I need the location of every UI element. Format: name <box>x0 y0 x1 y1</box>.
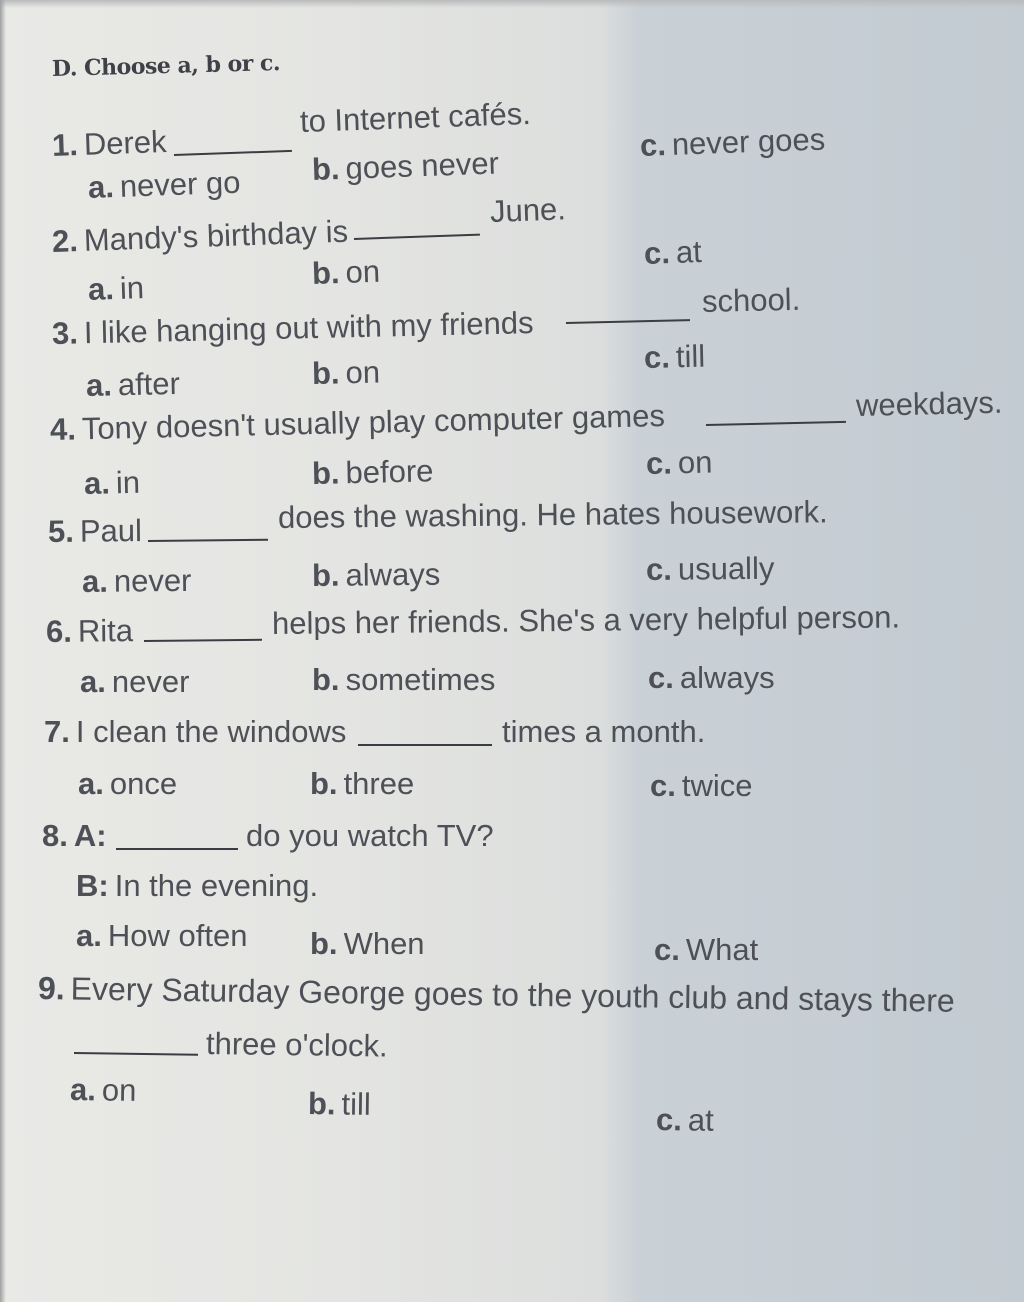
option-b[interactable]: b. till <box>307 1086 372 1122</box>
option-b[interactable]: b. always <box>311 556 441 593</box>
question-text: June. <box>489 191 567 229</box>
option-b[interactable]: b. before <box>311 453 434 491</box>
question-4: 4. Tony doesn't usually play computer games <box>49 398 666 447</box>
question-text: do you watch TV? <box>246 818 494 853</box>
option-c[interactable]: c. What <box>654 932 759 967</box>
option-a[interactable]: a. How often <box>76 918 248 953</box>
answer-blank[interactable] <box>148 539 268 542</box>
answer-blank[interactable] <box>174 150 292 156</box>
option-a[interactable]: a. never <box>80 664 190 699</box>
question-text: Derek <box>83 124 168 162</box>
question-6: 6. Rita <box>45 613 134 649</box>
question-3: 3. I like hanging out with my friends <box>51 305 534 351</box>
question-text: school. <box>701 281 801 319</box>
option-a[interactable]: a. once <box>78 766 178 801</box>
option-c[interactable]: c. at <box>643 233 703 271</box>
page-edge-shadow <box>0 0 1024 8</box>
question-text: weekdays. <box>855 384 1003 423</box>
option-c[interactable]: c. on <box>645 444 713 481</box>
question-2: 2. Mandy's birthday is <box>51 213 349 259</box>
answer-blank[interactable] <box>144 639 262 642</box>
question-5: 5. Paul <box>47 513 143 549</box>
option-b[interactable]: b. on <box>311 354 381 391</box>
page-edge-shadow <box>0 0 6 1302</box>
option-a[interactable]: a. after <box>85 365 181 403</box>
answer-blank[interactable] <box>566 319 690 324</box>
option-a[interactable]: a. in <box>83 464 141 501</box>
option-a[interactable]: a. on <box>69 1072 137 1108</box>
option-b[interactable]: b. When <box>310 926 425 961</box>
question-8: 8. A: <box>42 818 107 853</box>
option-c[interactable]: c. never goes <box>639 121 826 163</box>
option-c[interactable]: c. usually <box>645 550 775 587</box>
option-a[interactable]: a. in <box>87 270 145 307</box>
question-text: three o'clock. <box>205 1026 388 1064</box>
answer-blank[interactable] <box>358 744 492 746</box>
speaker-b-line: B: In the evening. <box>76 868 319 903</box>
option-a[interactable]: a. never <box>81 562 192 599</box>
answer-blank[interactable] <box>354 234 480 240</box>
option-c[interactable]: c. at <box>655 1102 714 1138</box>
speaker-a-label: A: <box>73 818 107 853</box>
answer-blank[interactable] <box>706 421 846 426</box>
option-c[interactable]: c. always <box>648 660 775 695</box>
option-b[interactable]: b. sometimes <box>312 662 496 697</box>
question-text: to Internet cafés. <box>299 95 532 139</box>
answer-blank[interactable] <box>116 848 238 850</box>
exercise-heading: D. Choose a, b or c. <box>51 50 281 82</box>
question-number: 1. <box>51 127 79 163</box>
option-c[interactable]: c. till <box>643 338 706 375</box>
question-text: does the washing. He hates housework. <box>277 494 828 535</box>
option-c[interactable]: c. twice <box>650 768 753 803</box>
option-b[interactable]: b. three <box>310 766 415 801</box>
answer-blank[interactable] <box>74 1052 198 1056</box>
question-7: 7. I clean the windows <box>44 714 347 749</box>
question-1 <box>51 124 167 164</box>
option-b[interactable]: b. on <box>311 253 381 291</box>
option-b[interactable]: b. goes never <box>311 145 500 187</box>
question-text: times a month. <box>502 714 706 749</box>
question-9: 9. Every Saturday George goes to the youth club and stays there <box>37 970 955 1019</box>
option-a[interactable]: a. never go <box>87 164 242 205</box>
question-text: helps her friends. She's a very helpful person. <box>271 599 901 641</box>
